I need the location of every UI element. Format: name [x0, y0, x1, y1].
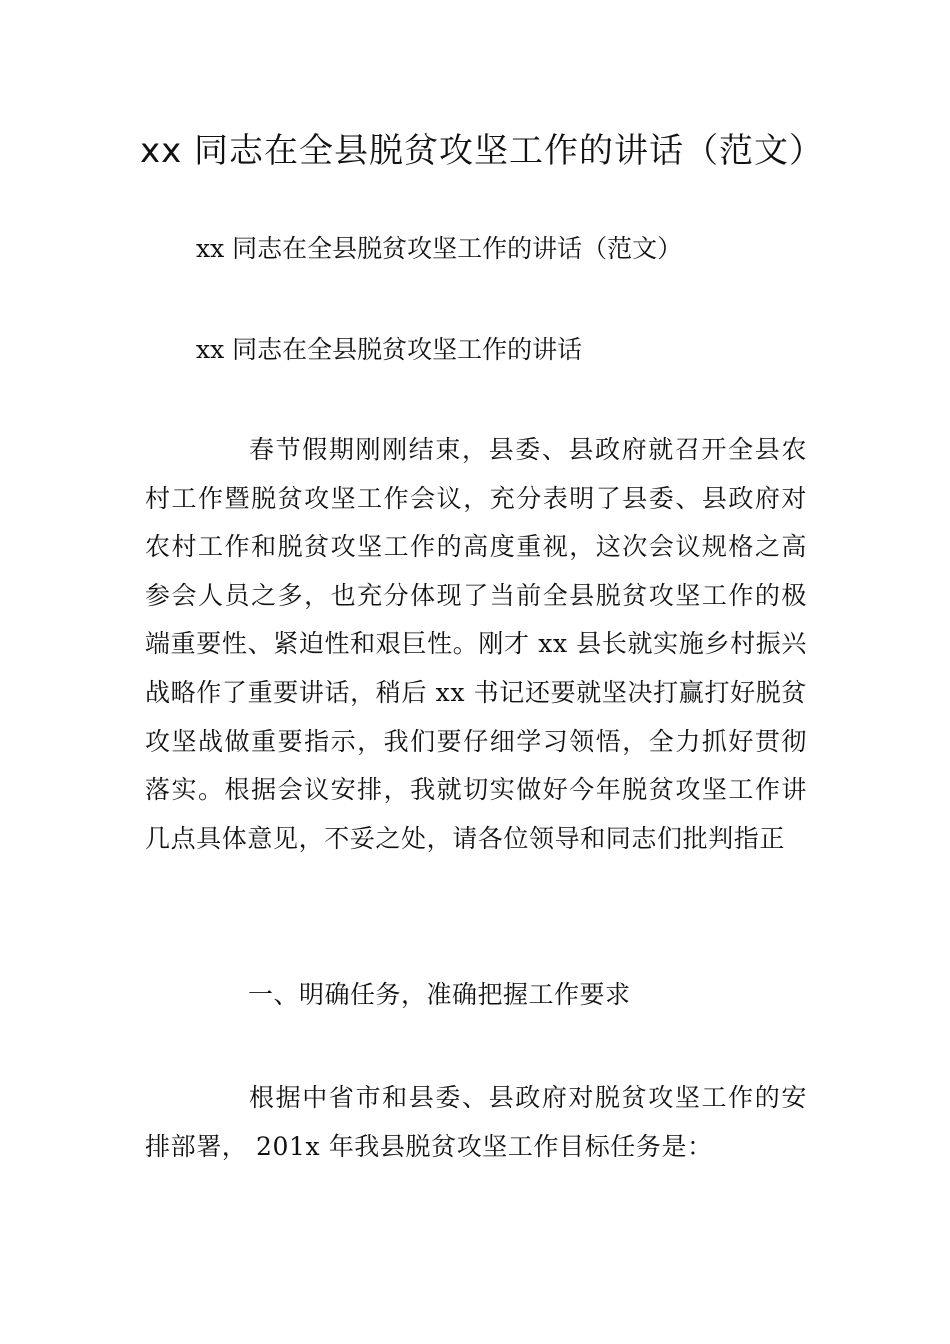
section-1-paragraph: 根据中省市和县委、县政府对脱贫攻坚工作的安排部署， 201x 年我县脱贫攻坚工作目标任务是：	[145, 1083, 807, 1161]
section-heading-1: 一、明确任务，准确把握工作要求	[248, 980, 631, 1009]
speech-heading: xx 同志在全县脱贫攻坚工作的讲话	[196, 335, 583, 364]
intro-paragraph: 春节假期刚刚结束，县委、县政府就召开全县农村工作暨脱贫攻坚工作会议，充分表明了县委、县政府对农村工作和脱贫攻坚工作的高度重视，这次会议规格之高参会人员之多，也充分体现了当前全县脱贫攻坚工作的极端重要性、紧迫性和艰巨性。刚才 xx 县长就实施乡村振兴战略作了重要讲话，稍后 xx 书记还要就坚决打赢打好脱贫攻坚战做重要指示，我们要仔细学习领悟，全力抓好贯彻落实。根据会议安排，我就切实做好今年脱贫攻坚工作讲几点具体意见，不妥之处，请各位领导和同志们批判指正	[145, 435, 807, 853]
document-subtitle: xx 同志在全县脱贫攻坚工作的讲话（范文）	[196, 234, 683, 263]
document-title: xx 同志在全县脱贫攻坚工作的讲话（范文）	[140, 131, 825, 171]
